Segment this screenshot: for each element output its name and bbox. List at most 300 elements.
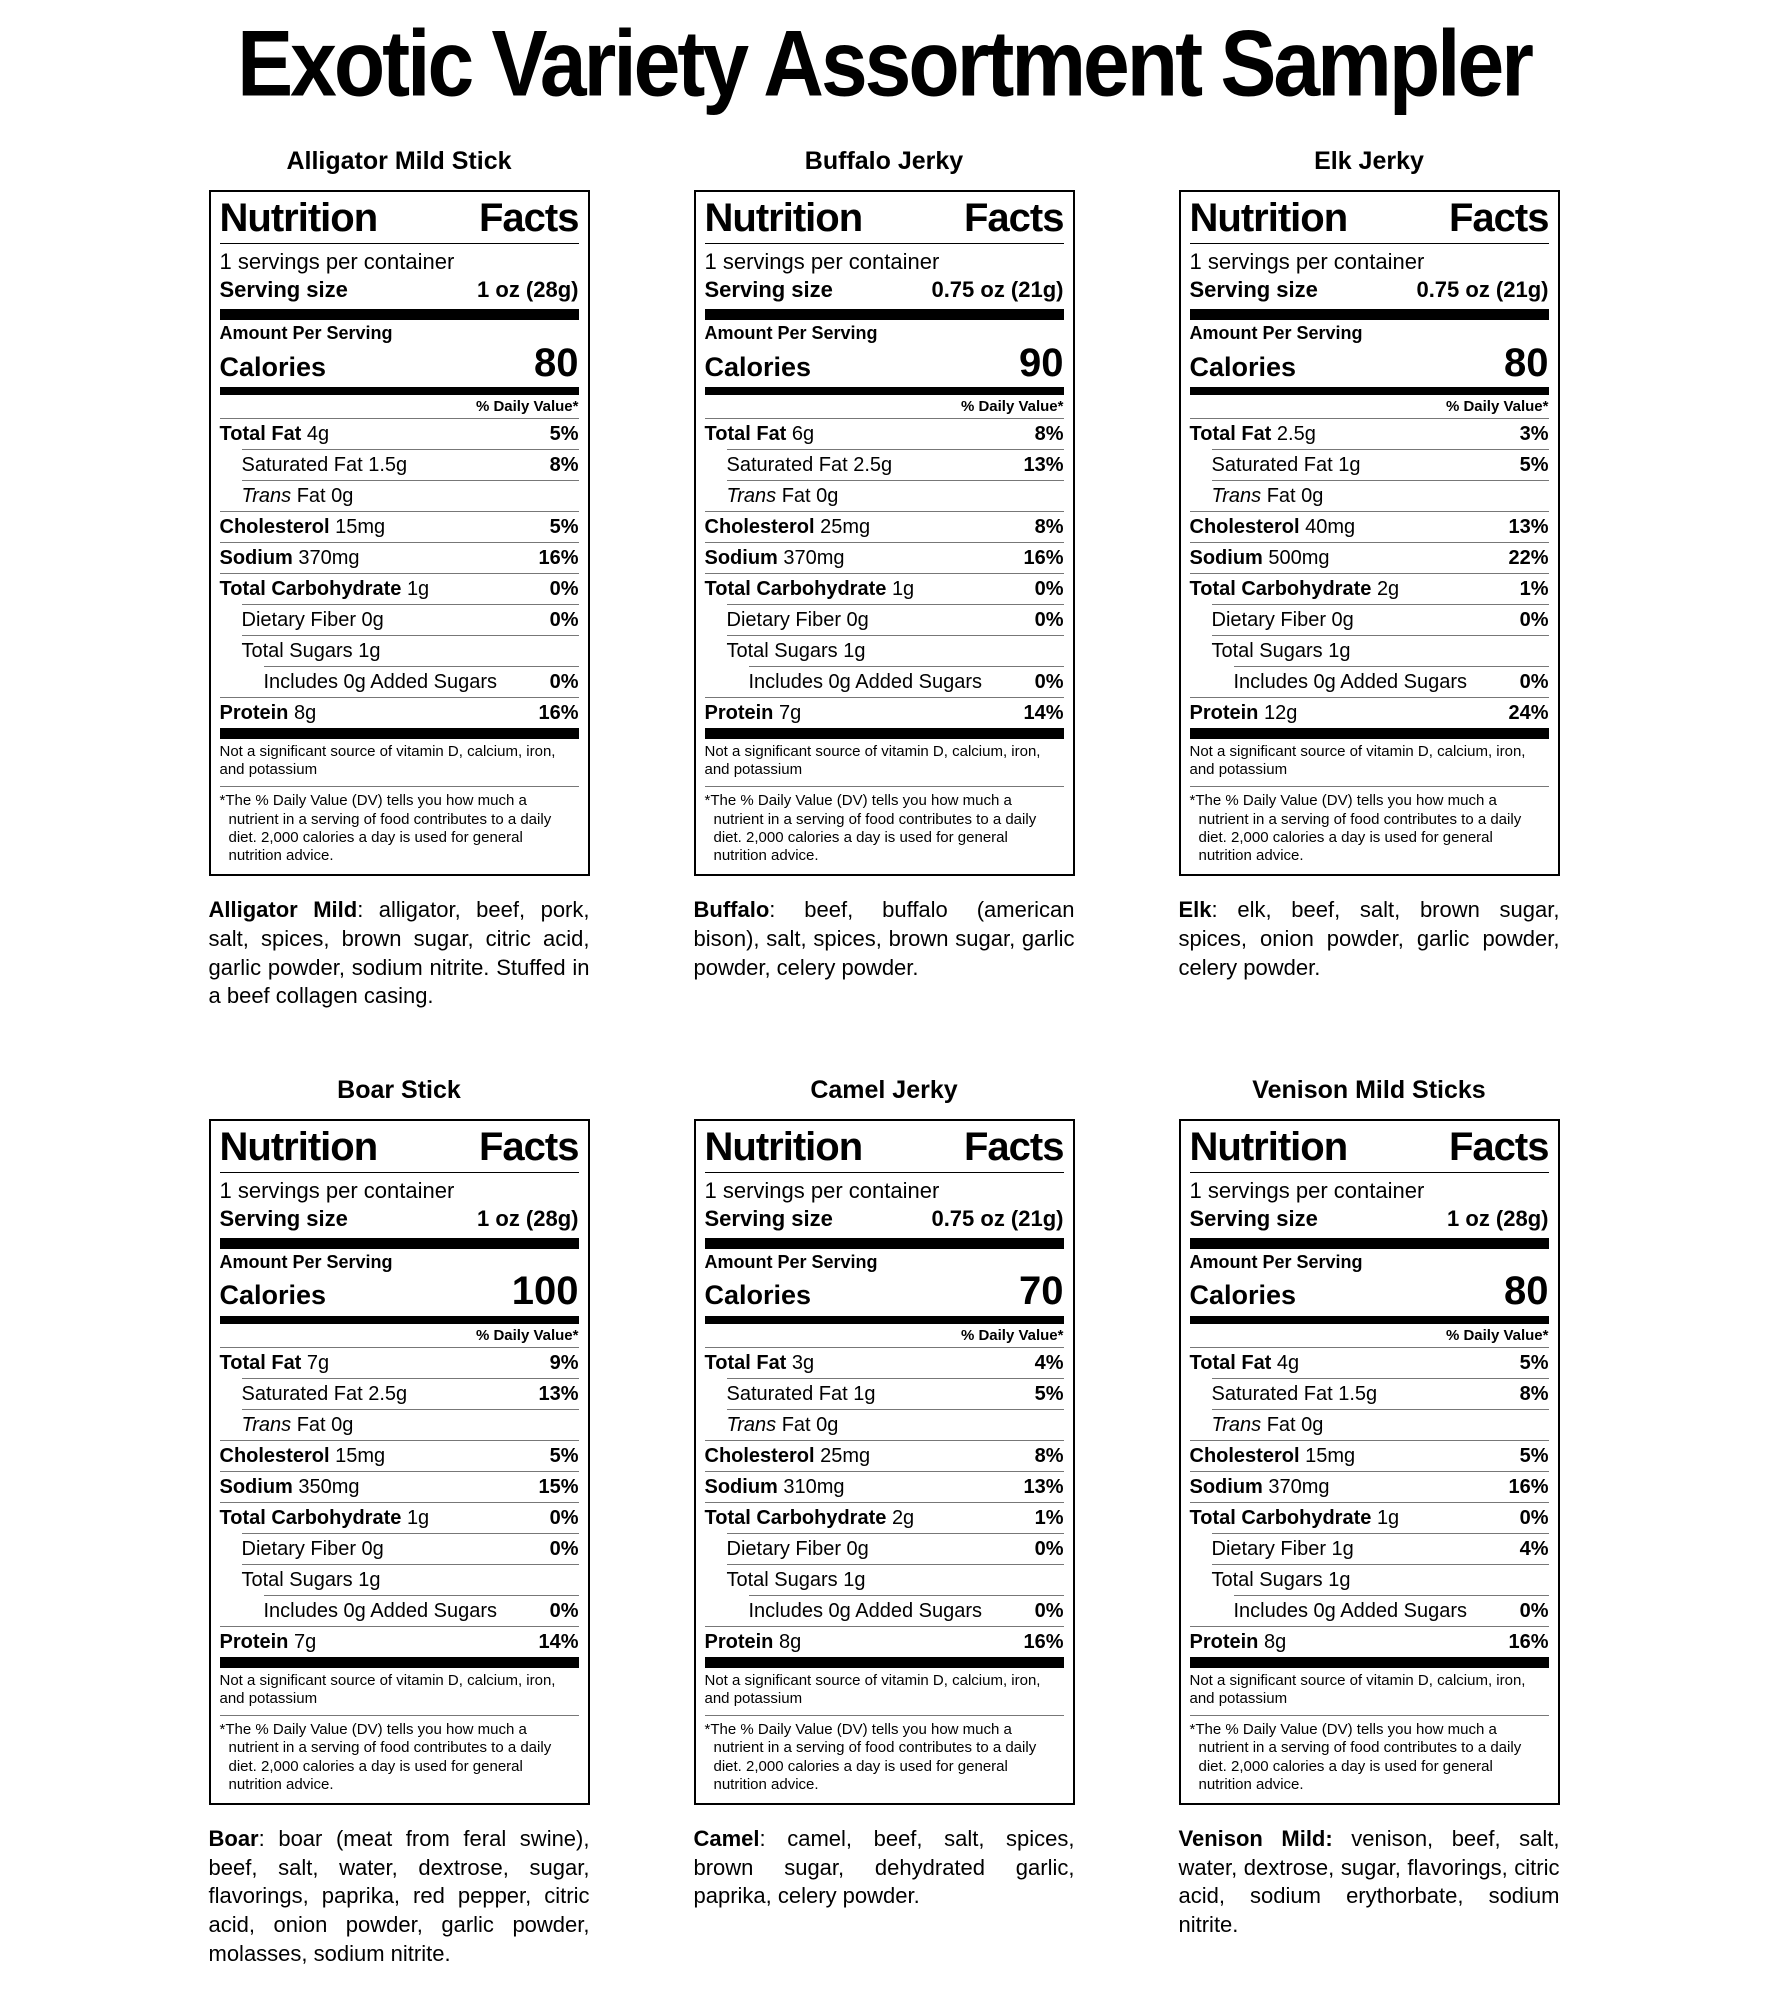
nutrition-facts-label — [209, 190, 590, 876]
nutrient-daily-value: 8% — [549, 454, 579, 477]
labels-grid — [0, 146, 1768, 1990]
nutrient-daily-value: 4% — [1034, 1352, 1064, 1375]
nutrient-row — [705, 542, 1064, 573]
nutrient-daily-value: 16% — [1023, 1631, 1064, 1654]
nutrient-row — [705, 1471, 1064, 1502]
nutrient-row — [1212, 480, 1549, 511]
nutrition-facts-label — [209, 1119, 590, 1805]
servings-per-container: 1 servings per container — [1189, 249, 1425, 275]
nutrient-daily-value: 0% — [549, 1600, 579, 1623]
servings-per-container: 1 servings per container — [704, 249, 940, 275]
nutrient-daily-value: 24% — [1508, 702, 1549, 725]
calories-row — [219, 340, 579, 388]
section-divider-bar — [1190, 1657, 1549, 1668]
calories-label: Calories — [219, 1280, 327, 1311]
nutrient-name: Total Fat 4g — [1189, 1352, 1300, 1375]
ingredients-text: : alligator, beef, pork, salt, spices, brown sugar, citric acid, garlic powder, sodium nitrite. Stuffed in a beef collagen casing. — [208, 897, 590, 1009]
nutrient-row — [705, 1347, 1064, 1378]
nutrient-daily-value: 0% — [549, 1538, 579, 1561]
calories-label: Calories — [704, 1280, 812, 1311]
product-title: Buffalo Jerky — [804, 147, 964, 175]
nutrient-rows — [1190, 418, 1549, 728]
nutrient-row — [264, 666, 579, 697]
nutrient-row — [705, 1626, 1064, 1657]
nutrient-name: Total Fat 3g — [704, 1352, 815, 1375]
serving-size-value: 0.75 oz (21g) — [931, 277, 1064, 303]
footnote-marker: * — [219, 792, 226, 810]
nutrient-name: Includes 0g Added Sugars — [748, 671, 983, 694]
nutrient-name: Total Fat 6g — [704, 423, 815, 446]
daily-value-header: % Daily Value* — [475, 398, 579, 416]
serving-size-label: Serving size — [219, 277, 348, 303]
servings-per-container: 1 servings per container — [219, 1178, 455, 1204]
ingredients-text: venison, beef, salt, water, dextrose, sugar, flavorings, citric acid, sodium erythorbate, sodium nitrite. — [1178, 1826, 1560, 1938]
nutrient-daily-value: 0% — [549, 671, 579, 694]
nutrient-name: Total Sugars 1g — [241, 640, 381, 663]
nutrient-row — [727, 604, 1064, 635]
ingredients-paragraph — [694, 896, 1075, 982]
nutrient-name: Includes 0g Added Sugars — [263, 671, 498, 694]
ingredients-paragraph — [209, 896, 590, 1010]
amount-per-serving-label: Amount Per Serving — [219, 322, 393, 343]
page-title: Exotic Variety Assortment Sampler — [237, 10, 1531, 116]
section-divider-bar — [705, 387, 1064, 395]
section-divider-bar — [705, 728, 1064, 739]
not-significant-note: Not a significant source of vitamin D, calcium, iron, and potassium — [1189, 743, 1526, 779]
nutrient-name: Trans Fat 0g — [1211, 485, 1324, 508]
nutrient-daily-value: 16% — [538, 547, 579, 570]
nutrient-name: Trans Fat 0g — [726, 485, 839, 508]
serving-size-row — [705, 275, 1064, 308]
section-divider-bar — [705, 1316, 1064, 1324]
nutrient-name: Sodium 370mg — [219, 547, 360, 570]
calories-value: 80 — [534, 340, 579, 385]
ingredients-lead: Alligator Mild — [208, 897, 358, 923]
section-divider-bar — [220, 1657, 579, 1668]
nutrient-row — [220, 697, 579, 728]
calories-label: Calories — [704, 351, 812, 382]
nutrient-row — [242, 1564, 579, 1595]
nutrient-row — [264, 1595, 579, 1626]
nutrient-row — [727, 1564, 1064, 1595]
amount-per-serving-label: Amount Per Serving — [219, 1251, 393, 1272]
nutrient-daily-value: 5% — [549, 1445, 579, 1468]
serving-size-value: 0.75 oz (21g) — [931, 1206, 1064, 1232]
nutrient-name: Total Carbohydrate 2g — [1189, 578, 1400, 601]
nutrient-daily-value: 9% — [549, 1352, 579, 1375]
nutrient-name: Trans Fat 0g — [1211, 1414, 1324, 1437]
nutrient-daily-value: 0% — [1034, 1600, 1064, 1623]
nutrient-row — [1212, 635, 1549, 666]
nutrient-name: Total Fat 4g — [219, 423, 330, 446]
ingredients-text: : elk, beef, salt, brown sugar, spices, onion powder, garlic powder, celery powder. — [1178, 897, 1560, 980]
ingredients-lead: Venison Mild: — [1178, 1826, 1333, 1852]
nutrient-daily-value: 0% — [549, 609, 579, 632]
nutrient-name: Sodium 350mg — [219, 1476, 360, 1499]
nutrient-name: Dietary Fiber 0g — [726, 1538, 869, 1561]
nutrient-daily-value: 0% — [549, 578, 579, 601]
nutrient-name: Total Fat 7g — [219, 1352, 330, 1375]
section-divider-bar — [1190, 309, 1549, 320]
nutrient-daily-value: 13% — [1023, 1476, 1064, 1499]
daily-value-footnote — [220, 1715, 579, 1796]
not-significant-note: Not a significant source of vitamin D, calcium, iron, and potassium — [1189, 1672, 1526, 1708]
nutrient-row — [1190, 511, 1549, 542]
daily-value-header: % Daily Value* — [1445, 398, 1549, 416]
amount-per-serving-label: Amount Per Serving — [704, 1251, 878, 1272]
product-title: Venison Mild Sticks — [1252, 1075, 1486, 1104]
serving-size-label: Serving size — [704, 1206, 833, 1232]
nutrient-rows — [220, 418, 579, 728]
nutrient-daily-value: 1% — [1034, 1507, 1064, 1530]
nutrition-facts-label — [694, 1119, 1075, 1805]
nutrient-row — [220, 542, 579, 573]
nutrient-daily-value: 8% — [1034, 516, 1064, 539]
servings-per-container: 1 servings per container — [219, 249, 455, 275]
nutrient-row — [1190, 542, 1549, 573]
nutrient-row — [242, 1378, 579, 1409]
nutrient-daily-value: 0% — [1519, 609, 1549, 632]
nutrient-name: Includes 0g Added Sugars — [748, 1600, 983, 1623]
footnote-text: The % Daily Value (DV) tells you how much a nutrient in a serving of food contributes to a daily diet. 2,000 calories a day is used for general nutrition advice. — [710, 1721, 1037, 1793]
nutrient-row — [1212, 604, 1549, 635]
footnote-text: The % Daily Value (DV) tells you how much a nutrient in a serving of food contributes to a daily diet. 2,000 calories a day is used for general nutrition advice. — [225, 1721, 552, 1793]
product-title: Camel Jerky — [810, 1075, 958, 1104]
nutrient-name: Includes 0g Added Sugars — [1233, 1600, 1468, 1623]
servings-per-container: 1 servings per container — [1189, 1178, 1425, 1204]
nutrient-name: Protein 7g — [219, 1631, 317, 1654]
nutrient-daily-value: 5% — [1519, 1352, 1549, 1375]
nutrient-name: Protein 8g — [704, 1631, 802, 1654]
daily-value-footnote — [1190, 1715, 1549, 1796]
nutrient-daily-value: 0% — [1034, 671, 1064, 694]
nutrient-row — [1234, 666, 1549, 697]
nutrient-row — [220, 1440, 579, 1471]
calories-value: 100 — [511, 1269, 579, 1314]
section-divider-bar — [220, 309, 579, 320]
nutrient-daily-value: 16% — [1508, 1476, 1549, 1499]
not-significant-note: Not a significant source of vitamin D, calcium, iron, and potassium — [704, 743, 1041, 779]
nutrient-daily-value: 8% — [1034, 1445, 1064, 1468]
nutrient-daily-value: 4% — [1519, 1538, 1549, 1561]
nutrient-row — [727, 1378, 1064, 1409]
nutrient-row — [1190, 573, 1549, 604]
servings-per-container: 1 servings per container — [704, 1178, 940, 1204]
nutrient-row — [749, 1595, 1064, 1626]
nutrient-daily-value: 0% — [1034, 609, 1064, 632]
nutrient-rows — [705, 1347, 1064, 1657]
product-title: Elk Jerky — [1314, 147, 1424, 175]
nutrient-name: Includes 0g Added Sugars — [1233, 671, 1468, 694]
calories-value: 80 — [1504, 1269, 1549, 1314]
serving-size-label: Serving size — [219, 1206, 348, 1232]
nutrient-name: Protein 8g — [219, 702, 317, 725]
nutrient-row — [705, 511, 1064, 542]
ingredients-text: : camel, beef, salt, spices, brown sugar, dehydrated garlic, paprika, celery powder. — [693, 1826, 1075, 1909]
ingredients-lead: Boar — [208, 1826, 259, 1852]
nutrient-daily-value: 14% — [538, 1631, 579, 1654]
serving-size-row — [220, 275, 579, 308]
product-card — [209, 146, 590, 1033]
nutrient-name: Sodium 370mg — [704, 547, 845, 570]
product-card — [694, 1075, 1075, 1990]
nutrient-name: Protein 7g — [704, 702, 802, 725]
nutrient-daily-value: 15% — [538, 1476, 579, 1499]
nutrient-name: Dietary Fiber 1g — [1211, 1538, 1354, 1561]
daily-value-footnote — [220, 786, 579, 867]
nutrient-name: Cholesterol 15mg — [219, 516, 386, 539]
nutrition-facts-heading: Nutrition Facts — [220, 1126, 579, 1173]
ingredients-lead: Elk — [1178, 897, 1212, 923]
section-divider-bar — [220, 728, 579, 739]
nutrient-row — [220, 1626, 579, 1657]
section-divider-bar — [220, 1316, 579, 1324]
nutrient-daily-value: 5% — [1519, 1445, 1549, 1468]
daily-value-header: % Daily Value* — [475, 1327, 579, 1345]
daily-value-footnote — [705, 1715, 1064, 1796]
footnote-marker: * — [219, 1721, 226, 1739]
nutrient-row — [705, 573, 1064, 604]
nutrient-daily-value: 0% — [1034, 578, 1064, 601]
daily-value-header: % Daily Value* — [1445, 1327, 1549, 1345]
nutrient-daily-value: 13% — [1023, 454, 1064, 477]
nutrition-facts-label — [1179, 190, 1560, 876]
footnote-text: The % Daily Value (DV) tells you how much a nutrient in a serving of food contributes to a daily diet. 2,000 calories a day is used for general nutrition advice. — [225, 792, 552, 865]
nutrient-row — [1212, 1378, 1549, 1409]
nutrition-facts-heading: Nutrition Facts — [705, 1126, 1064, 1173]
amount-per-serving-label: Amount Per Serving — [1189, 322, 1363, 343]
nutrient-row — [242, 449, 579, 480]
calories-value: 90 — [1019, 340, 1064, 385]
nutrient-row — [1190, 418, 1549, 449]
nutrient-name: Trans Fat 0g — [241, 485, 354, 508]
nutrient-row — [242, 1409, 579, 1440]
nutrient-name: Total Carbohydrate 2g — [704, 1507, 915, 1530]
product-title: Boar Stick — [337, 1075, 461, 1104]
nutrient-row — [1234, 1595, 1549, 1626]
nutrient-row — [727, 480, 1064, 511]
nutrient-row — [220, 1347, 579, 1378]
serving-size-row — [1190, 1204, 1549, 1237]
nutrient-row — [242, 480, 579, 511]
calories-row — [704, 340, 1064, 388]
nutrient-name: Cholesterol 15mg — [1189, 1445, 1356, 1468]
nutrient-row — [727, 635, 1064, 666]
nutrient-row — [1190, 1502, 1549, 1533]
nutrient-name: Total Carbohydrate 1g — [219, 578, 430, 601]
nutrient-name: Cholesterol 25mg — [704, 1445, 871, 1468]
nutrient-row — [705, 1440, 1064, 1471]
nutrient-daily-value: 5% — [1034, 1383, 1064, 1406]
nutrient-daily-value: 16% — [538, 702, 579, 725]
nutrient-row — [727, 449, 1064, 480]
footnote-marker: * — [704, 792, 711, 810]
nutrient-name: Saturated Fat 2.5g — [241, 1383, 408, 1406]
serving-size-label: Serving size — [1189, 1206, 1318, 1232]
section-divider-bar — [1190, 728, 1549, 739]
nutrient-name: Cholesterol 25mg — [704, 516, 871, 539]
nutrition-facts-heading: Nutrition Facts — [705, 197, 1064, 244]
calories-label: Calories — [1189, 351, 1297, 382]
not-significant-note: Not a significant source of vitamin D, calcium, iron, and potassium — [219, 1672, 556, 1708]
nutrient-row — [220, 1502, 579, 1533]
nutrient-rows — [705, 418, 1064, 728]
nutrient-row — [220, 418, 579, 449]
footnote-text: The % Daily Value (DV) tells you how much a nutrient in a serving of food contributes to a daily diet. 2,000 calories a day is used for general nutrition advice. — [1195, 1721, 1522, 1793]
nutrient-name: Trans Fat 0g — [241, 1414, 354, 1437]
nutrient-row — [749, 666, 1064, 697]
nutrient-name: Total Sugars 1g — [1211, 1569, 1351, 1592]
nutrient-name: Sodium 500mg — [1189, 547, 1330, 570]
nutrient-name: Saturated Fat 2.5g — [726, 454, 893, 477]
nutrient-row — [242, 635, 579, 666]
nutrition-facts-heading: Nutrition Facts — [1190, 1126, 1549, 1173]
nutrient-rows — [1190, 1347, 1549, 1657]
nutrient-row — [1190, 1626, 1549, 1657]
nutrient-row — [727, 1533, 1064, 1564]
nutrient-daily-value: 16% — [1508, 1631, 1549, 1654]
section-divider-bar — [220, 387, 579, 395]
nutrient-name: Total Carbohydrate 1g — [1189, 1507, 1400, 1530]
not-significant-note: Not a significant source of vitamin D, calcium, iron, and potassium — [219, 743, 556, 779]
footnote-text: The % Daily Value (DV) tells you how much a nutrient in a serving of food contributes to a daily diet. 2,000 calories a day is used for general nutrition advice. — [710, 792, 1037, 865]
serving-size-row — [705, 1204, 1064, 1237]
nutrient-daily-value: 14% — [1023, 702, 1064, 725]
section-divider-bar — [1190, 1238, 1549, 1249]
serving-size-row — [1190, 275, 1549, 308]
calories-label: Calories — [1189, 1280, 1297, 1311]
nutrient-daily-value: 1% — [1519, 578, 1549, 601]
product-card — [209, 1075, 590, 1990]
nutrient-rows — [220, 1347, 579, 1657]
nutrient-name: Total Sugars 1g — [1211, 640, 1351, 663]
nutrient-daily-value: 5% — [1519, 454, 1549, 477]
calories-row — [1189, 340, 1549, 388]
ingredients-lead: Camel — [693, 1826, 760, 1852]
nutrition-facts-heading: Nutrition Facts — [1190, 197, 1549, 244]
nutrient-name: Protein 8g — [1189, 1631, 1287, 1654]
nutrient-row — [1190, 697, 1549, 728]
nutrient-row — [1212, 1564, 1549, 1595]
nutrient-row — [1212, 1533, 1549, 1564]
nutrient-row — [220, 1471, 579, 1502]
ingredients-paragraph — [694, 1825, 1075, 1911]
nutrient-row — [242, 1533, 579, 1564]
ingredients-paragraph — [209, 1825, 590, 1968]
nutrient-daily-value: 0% — [549, 1507, 579, 1530]
product-title: Alligator Mild Stick — [286, 147, 512, 175]
ingredients-paragraph — [1179, 896, 1560, 982]
nutrient-name: Includes 0g Added Sugars — [263, 1600, 498, 1623]
nutrient-row — [727, 1409, 1064, 1440]
nutrient-row — [1212, 1409, 1549, 1440]
footnote-marker: * — [1189, 1721, 1196, 1739]
serving-size-value: 1 oz (28g) — [477, 277, 579, 303]
nutrition-facts-label — [1179, 1119, 1560, 1805]
section-divider-bar — [1190, 1316, 1549, 1324]
nutrient-row — [1190, 1347, 1549, 1378]
serving-size-label: Serving size — [704, 277, 833, 303]
ingredients-lead: Buffalo — [693, 897, 770, 923]
product-card — [694, 146, 1075, 1033]
nutrient-name: Saturated Fat 1g — [726, 1383, 876, 1406]
ingredients-text: : beef, buffalo (american bison), salt, spices, brown sugar, garlic powder, celery powder. — [693, 897, 1075, 980]
footnote-text: The % Daily Value (DV) tells you how much a nutrient in a serving of food contributes to a daily diet. 2,000 calories a day is used for general nutrition advice. — [1195, 792, 1522, 865]
nutrient-name: Cholesterol 15mg — [219, 1445, 386, 1468]
serving-size-row — [220, 1204, 579, 1237]
nutrition-facts-heading: Nutrition Facts — [220, 197, 579, 244]
calories-label: Calories — [219, 351, 327, 382]
calories-row — [704, 1269, 1064, 1316]
calories-value: 80 — [1504, 340, 1549, 385]
daily-value-footnote — [1190, 786, 1549, 867]
nutrient-name: Total Sugars 1g — [726, 640, 866, 663]
nutrient-daily-value: 5% — [549, 516, 579, 539]
footnote-marker: * — [704, 1721, 711, 1739]
nutrient-daily-value: 8% — [1034, 423, 1064, 446]
nutrient-row — [220, 573, 579, 604]
nutrient-name: Total Sugars 1g — [726, 1569, 866, 1592]
ingredients-text: : boar (meat from feral swine), beef, salt, water, dextrose, sugar, flavorings, paprika, red pepper, citric acid, onion powder, garlic powder, molasses, sodium nitrite. — [208, 1826, 590, 1966]
nutrient-daily-value: 0% — [1519, 1600, 1549, 1623]
nutrient-name: Cholesterol 40mg — [1189, 516, 1356, 539]
daily-value-header: % Daily Value* — [960, 398, 1064, 416]
nutrient-name: Dietary Fiber 0g — [241, 609, 384, 632]
calories-row — [1189, 1269, 1549, 1316]
nutrition-facts-label — [694, 190, 1075, 876]
nutrient-daily-value: 22% — [1508, 547, 1549, 570]
nutrient-daily-value: 0% — [1519, 1507, 1549, 1530]
nutrient-daily-value: 0% — [1034, 1538, 1064, 1561]
nutrient-row — [220, 511, 579, 542]
nutrient-daily-value: 3% — [1519, 423, 1549, 446]
nutrient-name: Protein 12g — [1189, 702, 1298, 725]
section-divider-bar — [705, 1238, 1064, 1249]
footnote-marker: * — [1189, 792, 1196, 810]
nutrient-name: Total Carbohydrate 1g — [219, 1507, 430, 1530]
section-divider-bar — [1190, 387, 1549, 395]
daily-value-footnote — [705, 786, 1064, 867]
section-divider-bar — [705, 309, 1064, 320]
nutrient-name: Sodium 310mg — [704, 1476, 845, 1499]
nutrient-name: Sodium 370mg — [1189, 1476, 1330, 1499]
serving-size-value: 1 oz (28g) — [1447, 1206, 1549, 1232]
nutrient-daily-value: 5% — [549, 423, 579, 446]
nutrient-name: Saturated Fat 1.5g — [1211, 1383, 1378, 1406]
nutrient-name: Saturated Fat 1g — [1211, 454, 1361, 477]
nutrient-name: Trans Fat 0g — [726, 1414, 839, 1437]
nutrient-row — [705, 418, 1064, 449]
nutrient-row — [1190, 1440, 1549, 1471]
ingredients-paragraph — [1179, 1825, 1560, 1939]
section-divider-bar — [220, 1238, 579, 1249]
nutrient-name: Dietary Fiber 0g — [1211, 609, 1354, 632]
nutrient-daily-value: 16% — [1023, 547, 1064, 570]
amount-per-serving-label: Amount Per Serving — [704, 322, 878, 343]
nutrient-name: Dietary Fiber 0g — [726, 609, 869, 632]
nutrient-row — [1190, 1471, 1549, 1502]
nutrient-daily-value: 0% — [1519, 671, 1549, 694]
nutrient-name: Total Sugars 1g — [241, 1569, 381, 1592]
nutrient-row — [1212, 449, 1549, 480]
nutrient-row — [705, 1502, 1064, 1533]
product-card — [1179, 1075, 1560, 1990]
nutrient-row — [242, 604, 579, 635]
section-divider-bar — [705, 1657, 1064, 1668]
nutrient-name: Total Carbohydrate 1g — [704, 578, 915, 601]
calories-value: 70 — [1019, 1269, 1064, 1314]
nutrient-name: Total Fat 2.5g — [1189, 423, 1316, 446]
